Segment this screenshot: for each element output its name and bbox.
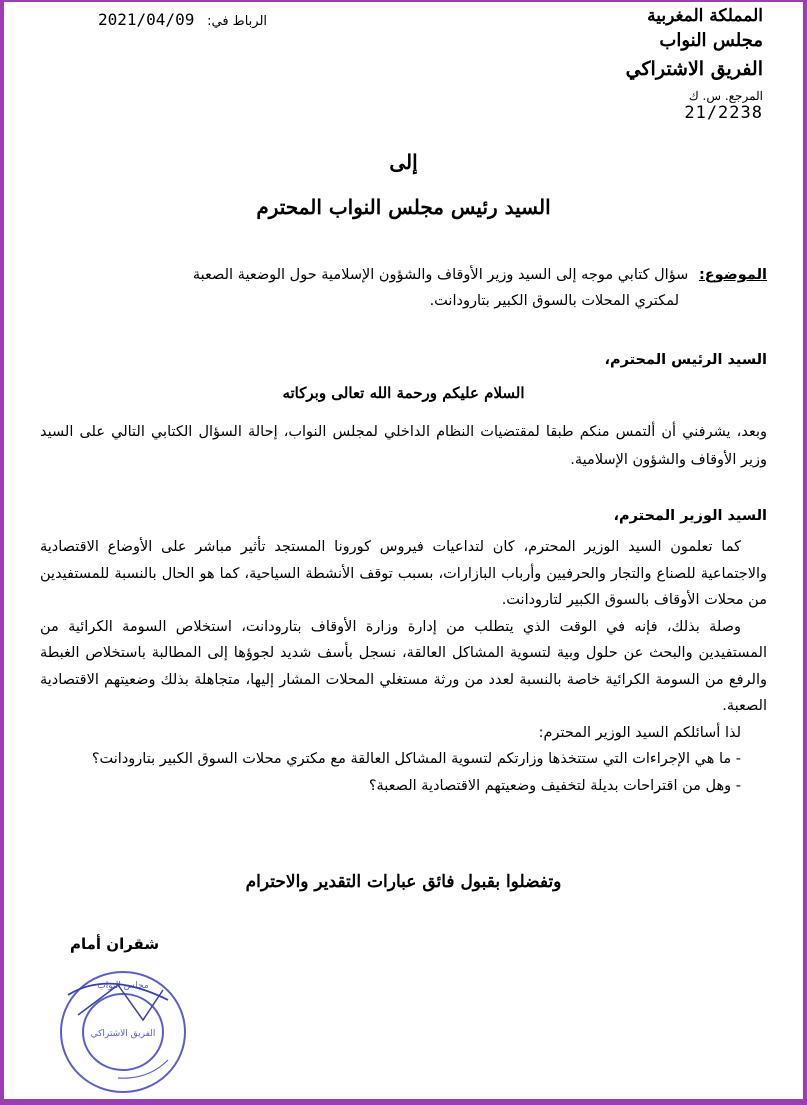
- question-2: - وهل من اقتراحات بديلة لتخفيف وضعيتهم الاقتصادية الصعبة؟: [368, 777, 741, 794]
- subject-text-line1: سؤال كتابي موجه إلى السيد وزير الأوقاف والشؤون الإسلامية حول الوضعية الصعبة: [192, 267, 689, 283]
- org-parliament: مجلس النواب: [659, 30, 763, 52]
- place-label: الرباط في:: [207, 14, 268, 29]
- to-label: إلى: [389, 150, 418, 174]
- letterhead: [626, 6, 763, 124]
- letter-body: [40, 534, 767, 799]
- official-stamp: [48, 960, 198, 1100]
- intro-paragraph: وبعد، يشرفني أن ألتمس منكم طبقا لمقتضيات النظام الداخلي لمجلس النواب، إحالة السؤال الكتابي التالي على السيد وزير الأوقاف والشؤون الإسلامية.: [40, 424, 767, 468]
- signer-name: شقران أمام: [70, 935, 160, 953]
- question-1: - ما هي الإجراءات التي ستتخذها وزارتكم لتسوية المشاكل العالقة مع مكتري محلات السوق الكبير بتارودانت؟: [91, 751, 741, 767]
- letter-date: 2021/04/09: [98, 10, 195, 29]
- body-paragraph-3: لذا أسائلكم السيد الوزير المحترم:: [538, 724, 741, 741]
- stamp-text-center: الفريق الاشتراكي: [90, 1029, 156, 1039]
- closing-formula: وتفضلوا بقبول فائق عبارات التقدير والاحترام: [245, 872, 562, 892]
- org-group: الفريق الاشتراكي: [625, 57, 763, 80]
- org-kingdom: المملكة المغربية: [647, 6, 763, 26]
- stamp-text-top: مجلس النواب: [97, 981, 149, 991]
- salutation-minister: السيد الوزير المحترم،: [613, 508, 767, 524]
- salutation-president: السيد الرئيس المحترم،: [604, 352, 767, 368]
- greeting: السلام عليكم ورحمة الله تعالى وبركاته: [282, 384, 525, 402]
- reference-number: 21/2238: [684, 103, 763, 124]
- subject-block: [40, 262, 767, 314]
- body-paragraph-1: كما تعلمون السيد الوزير المحترم، كان لتداعيات فيروس كورونا المستجد تأثير مباشر على الأوضاع الاقتصادية والاجتماعية للصناع والتجار والحرفيين وأرباب البازارات، بسبب توقف الأنشطة السياحية، كما هو الحال بالنسبة للمستفيدين من محلات الأوقاف بالسوق الكبير لتارودانت.: [40, 539, 767, 608]
- reference-label: المرجع. س. ك: [688, 88, 763, 103]
- subject-text-line2: لمكتري المحلات بالسوق الكبير بتارودانت.: [429, 293, 679, 309]
- recipient-title: السيد رئيس مجلس النواب المحترم: [256, 195, 551, 219]
- date-line: [98, 10, 267, 29]
- body-paragraph-2: وصلة بذلك، فإنه في الوقت الذي يتطلب من إدارة وزارة الأوقاف بتارودانت، استخلاص السومة الكرائية من المستفيدين والبحث عن حلول وبية لتسوية المشاكل العالقة، نسجل بأسف شديد لجوؤها إلى المطالبة باستخلاص الغبطة والرفع من السومة الكرائية خاصة بالنسبة لعدد من ورثة مستغلي المحلات المشار إليها، متجاهلة بذلك وضعيتهم الاقتصادية الصعبة.: [40, 618, 767, 714]
- subject-label: الموضوع:: [698, 267, 767, 283]
